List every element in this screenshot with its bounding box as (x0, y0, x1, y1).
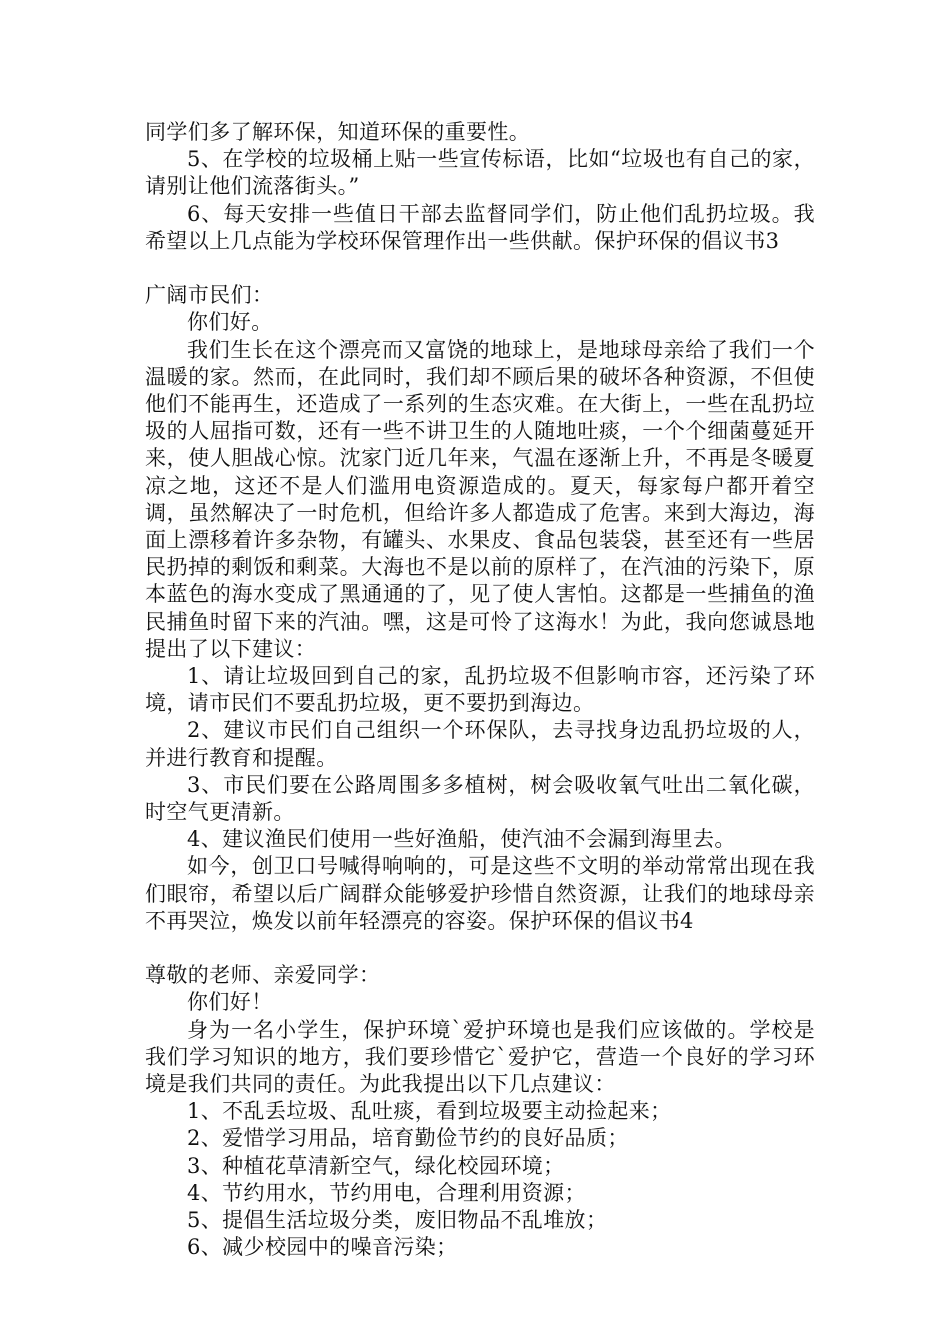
paragraph: 5、在学校的垃圾桶上贴一些宣传标语，比如“垃圾也有自己的家，请别让他们流落街头。” (145, 147, 815, 199)
paragraph: 我们生长在这个漂亮而又富饶的地球上，是地球母亲给了我们一个温暖的家。然而，在此同时，我们却不顾后果的破坏各种资源，不但使他们不能再生，还造成了一系列的生态灾难。在大街上，一些在乱扔垃圾的人屈指可数，还有一些不讲卫生的人随地吐痰，一个个细菌蔓延开来，使人胆战心惊。沈家门近几年来，气温在逐渐上升，不再是冬暖夏凉之地，这还不是人们滥用电资源造成的。夏天，每家每户都开着空调，虽然解决了一时危机，但给许多人都造成了危害。来到大海边，海面上漂移着许多杂物，有罐头、水果皮、食品包装袋，甚至还有一些居民扔掉的剩饭和剩菜。大海也不是以前的原样了，在汽油的污染下，原本蓝色的海水变成了黑通通的了，见了使人害怕。这都是一些捕鱼的渔民捕鱼时留下来的汽油。嘿，这是可怜了这海水！为此，我向您诚恳地提出了以下建议： (145, 337, 815, 661)
suggestion-item: 6、减少校园中的噪音污染； (187, 1235, 458, 1260)
paragraph: 如今，创卫口号喊得响响的，可是这些不文明的举动常常出现在我们眼帘，希望以后广阔群众能够爱护珍惜自然资源，让我们的地球母亲不再哭泣，焕发以前年轻漂亮的容姿。保护环保的倡议书4 (145, 854, 815, 933)
document-body (145, 119, 815, 1262)
suggestion-item: 4、节约用水，节约用电，合理利用资源； (187, 1180, 586, 1205)
suggestion-item: 1、不乱丢垃圾、乱吐痰，看到垃圾要主动捡起来； (187, 1099, 672, 1124)
blank-line (145, 255, 815, 282)
suggestion-item: 1、请让垃圾回到自己的家，乱扔垃圾不但影响市容，还污染了环境，请市民们不要乱扔垃圾，更不要扔到海边。 (145, 664, 815, 716)
greeting: 你们好。 (187, 310, 273, 335)
salutation: 广阔市民们： (145, 283, 274, 308)
paragraph: 身为一名小学生，保护环境`爱护环境也是我们应该做的。学校是我们学习知识的地方，我们要珍惜它`爱护它，营造一个良好的学习环境是我们共同的责任。为此我提出以下几点建议： (145, 1017, 815, 1097)
suggestion-item: 5、提倡生活垃圾分类，废旧物品不乱堆放； (187, 1208, 608, 1233)
suggestion-item: 2、建议市民们自己组织一个环保队，去寻找身边乱扔垃圾的人，并进行教育和提醒。 (145, 718, 815, 770)
suggestion-item: 2、爱惜学习用品，培育勤俭节约的良好品质； (187, 1126, 629, 1151)
blank-line (145, 935, 815, 962)
salutation: 尊敬的老师、亲爱同学： (145, 963, 381, 988)
greeting: 你们好！ (187, 990, 273, 1015)
suggestion-item: 4、建议渔民们使用一些好渔船，使汽油不会漏到海里去。 (187, 827, 736, 852)
suggestion-item: 3、种植花草清新空气，绿化校园环境； (187, 1153, 565, 1178)
paragraph: 6、每天安排一些值日干部去监督同学们，防止他们乱扔垃圾。我希望以上几点能为学校环保管理作出一些供献。保护环保的倡议书3 (145, 201, 815, 253)
suggestion-item: 3、市民们要在公路周围多多植树，树会吸收氧气吐出二氧化碳，时空气更清新。 (145, 772, 815, 825)
paragraph: 同学们多了解环保，知道环保的重要性。 (145, 120, 531, 144)
